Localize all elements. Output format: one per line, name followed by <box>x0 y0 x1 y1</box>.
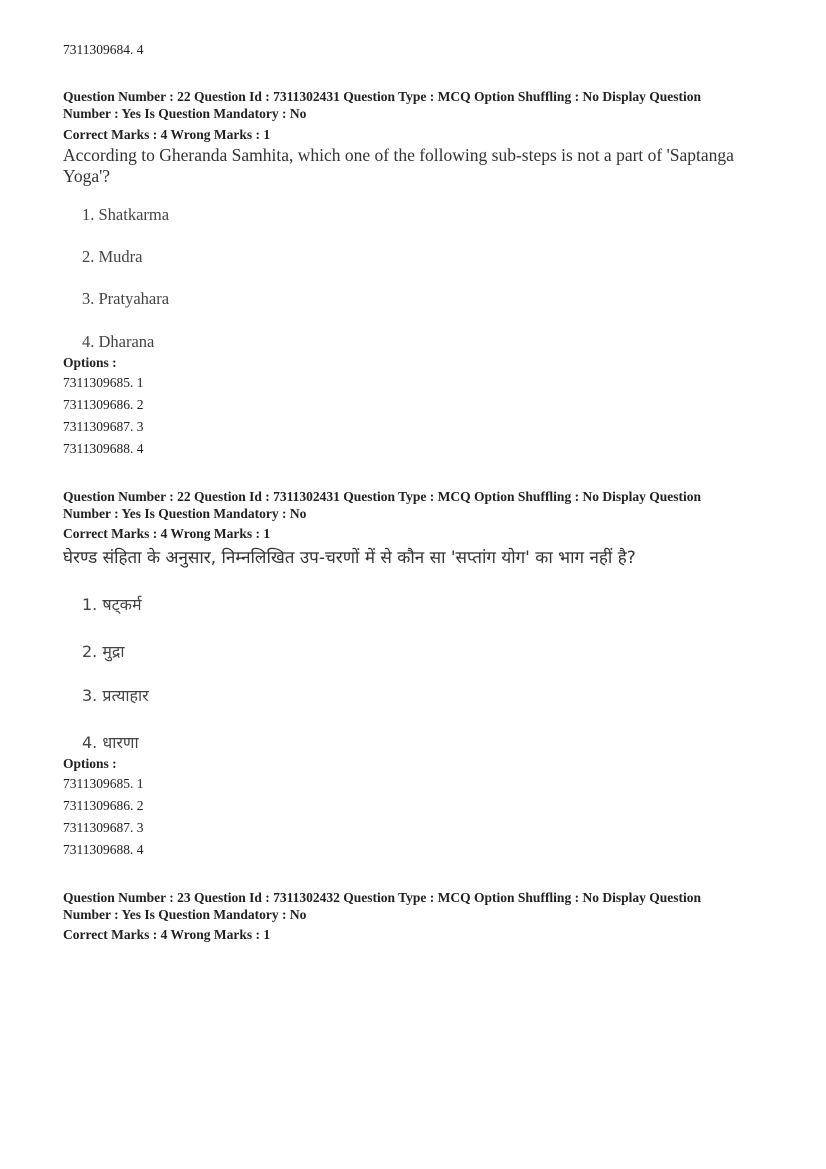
question-text-line2: Yoga'? <box>63 166 111 186</box>
question-meta-line2: Number : Yes Is Question Mandatory : No <box>63 106 307 121</box>
option-id-3: 7311309687. 3 <box>63 419 144 434</box>
option-id-1: 7311309685. 1 <box>63 375 144 390</box>
answer-option-2: 2. Mudra <box>82 247 143 266</box>
question-marks: Correct Marks : 4 Wrong Marks : 1 <box>63 526 271 541</box>
question-meta-line2: Number : Yes Is Question Mandatory : No <box>63 506 307 521</box>
option-id-2: 7311309686. 2 <box>63 798 144 813</box>
question-text: घेरण्ड संहिता के अनुसार, निम्नलिखित उप-चरणों में से कौन सा 'सप्तांग योग' का भाग नहीं है? <box>63 548 636 568</box>
question-meta-line2: Number : Yes Is Question Mandatory : No <box>63 907 307 922</box>
question-meta-line1: Question Number : 22 Question Id : 7311302431 Question Type : MCQ Option Shuffling : No Display Question <box>63 489 701 504</box>
answer-option-3: 3. Pratyahara <box>82 289 170 308</box>
option-id-2: 7311309686. 2 <box>63 397 144 412</box>
question-text-line1: According to Gheranda Samhita, which one of the following sub-steps is not a part of 'Saptanga <box>63 145 734 165</box>
header-option-id: 7311309684. 4 <box>63 42 144 57</box>
answer-option-4: 4. धारणा <box>82 733 139 752</box>
option-id-4: 7311309688. 4 <box>63 842 144 857</box>
answer-option-3: 3. प्रत्याहार <box>82 686 149 705</box>
question-meta-line1: Question Number : 22 Question Id : 7311302431 Question Type : MCQ Option Shuffling : No Display Question <box>63 89 701 104</box>
answer-option-2: 2. मुद्रा <box>82 642 125 661</box>
options-label: Options : <box>63 756 117 771</box>
question-marks: Correct Marks : 4 Wrong Marks : 1 <box>63 927 271 942</box>
question-marks: Correct Marks : 4 Wrong Marks : 1 <box>63 127 271 142</box>
options-label: Options : <box>63 355 117 370</box>
answer-option-1: 1. Shatkarma <box>82 205 170 224</box>
option-id-1: 7311309685. 1 <box>63 776 144 791</box>
answer-option-4: 4. Dharana <box>82 332 155 351</box>
option-id-3: 7311309687. 3 <box>63 820 144 835</box>
question-meta-line1: Question Number : 23 Question Id : 7311302432 Question Type : MCQ Option Shuffling : No Display Question <box>63 890 701 905</box>
answer-option-1: 1. षट्कर्म <box>82 595 142 614</box>
option-id-4: 7311309688. 4 <box>63 441 144 456</box>
